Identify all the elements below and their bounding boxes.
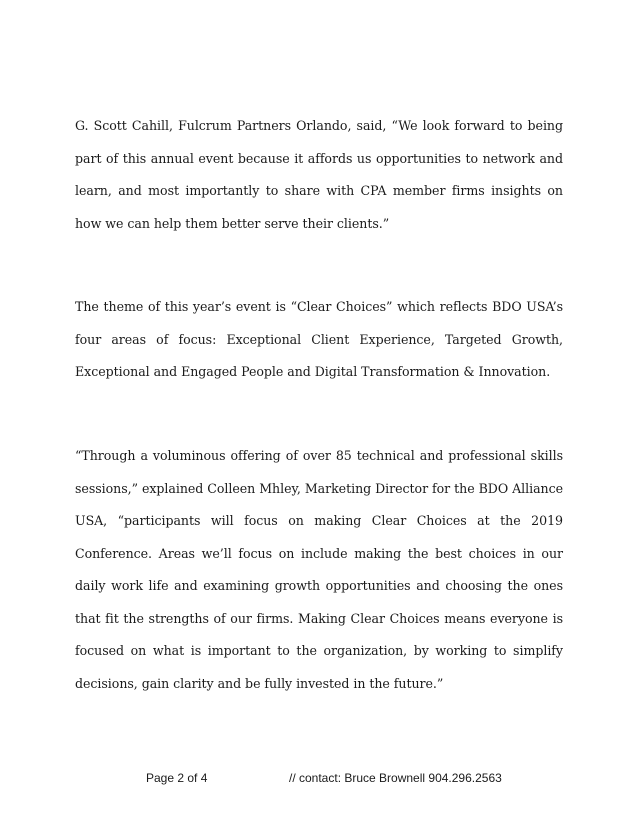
paragraph-mhley-quote: “Through a voluminous offering of over 85 technical and professional skills sessions,” explained Colleen Mhley, Marketing Director for the BDO Alliance USA, “participants will focus on making Clear Choices at the 2019 Conference. Areas we’ll focus on include making the best choices in our daily work life and examining growth opportunities and choosing the ones that fit the strengths of our firms. Making Clear Choices means everyone is focused on what is important to the organization, by working to simplify decisions, gain clarity and be fully invested in the future.”	[75, 448, 563, 691]
paragraph-event-theme: The theme of this year’s event is “Clear Choices” which reflects BDO USA’s four areas of focus: Exceptional Client Experience, Targeted Growth, Exceptional and Engaged People and Digital Transformation & Innovation.	[75, 299, 563, 379]
page-footer	[0, 771, 638, 791]
paragraph-cahill-quote: G. Scott Cahill, Fulcrum Partners Orlando, said, “We look forward to being part of this annual event because it affords us opportunities to network and learn, and most importantly to share with CPA member firms insights on how we can help them better serve their clients.”	[75, 118, 563, 231]
contact-info: // contact: Bruce Brownell 904.296.2563	[289, 771, 502, 785]
page-number: Page 2 of 4	[146, 771, 208, 785]
